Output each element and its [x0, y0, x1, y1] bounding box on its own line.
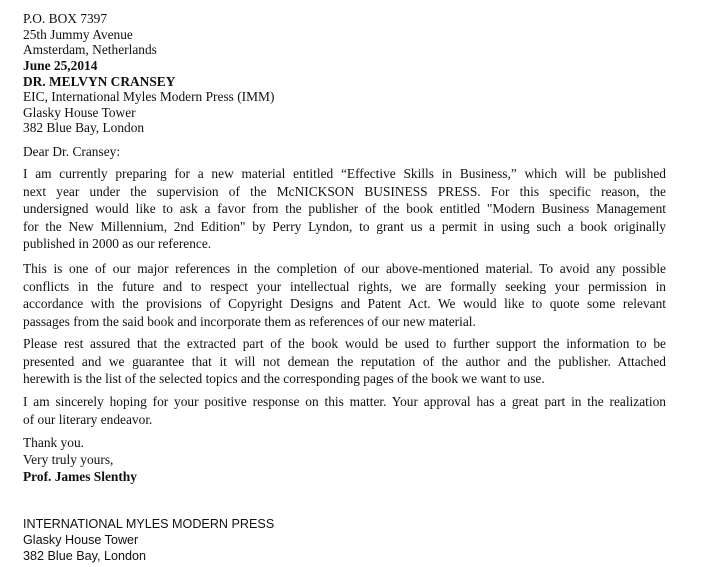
recipient-name: DR. MELVYN CRANSEY — [23, 74, 176, 89]
paragraph-line: I am sincerely hoping for your positive response on this matter. Your approval has a great part in the realization — [23, 394, 666, 409]
paragraph-line: I am currently preparing for a new material entitled “Effective Skills in Business,” which will be published — [23, 166, 666, 181]
body-paragraph-3 — [23, 336, 666, 389]
body-paragraph-2 — [23, 261, 666, 331]
paragraph-line: herewith is the list of the selected topics and the corresponding pages of the book we want to use. — [23, 371, 545, 386]
recipient-line: Glasky House Tower — [23, 105, 136, 120]
sender-address-line: 25th Jummy Avenue — [23, 27, 133, 42]
paragraph-line: Please rest assured that the extracted part of the book would be used to further support the information to be — [23, 336, 666, 351]
sender-address-line: P.O. BOX 7397 — [23, 11, 108, 26]
paragraph-line: undersigned would like to ask a favor from the publisher of the book entitled "Modern Business Management — [23, 201, 666, 216]
paragraph-line: passages from the said book and incorporate them as references of our new material. — [23, 313, 476, 329]
recipient-line: 382 Blue Bay, London — [23, 120, 145, 135]
closing-valediction: Very truly yours, — [23, 452, 114, 467]
body-paragraph-1 — [23, 166, 666, 254]
paragraph-line: presented and we guarantee that it will not demean the reputation of the author and the publisher. Attached — [23, 353, 666, 369]
paragraph-line: accordance with the provisions of Copyright Designs and Patent Act. We would like to quote some relevant — [23, 296, 666, 311]
closing-thanks: Thank you. — [23, 435, 84, 450]
footer-line: 382 Blue Bay, London — [23, 549, 147, 563]
paragraph-line: for the New Millennium, 2nd Edition" by Perry Lyndon, to grant us a permit in using such a book originally — [23, 218, 666, 234]
paragraph-line: published in 2000 as our reference. — [23, 236, 212, 251]
paragraph-line: conflicts in the future and to respect your intellectual rights, we are formally seeking your permission in — [23, 278, 666, 294]
recipient-line: EIC, International Myles Modern Press (IMM) — [23, 89, 275, 104]
body-paragraph-4 — [23, 394, 666, 429]
sender-address-line: Amsterdam, Netherlands — [23, 42, 157, 57]
signer-name: Prof. James Slenthy — [23, 469, 137, 484]
footer-line: Glasky House Tower — [23, 533, 139, 547]
salutation: Dear Dr. Cransey: — [23, 144, 121, 159]
paragraph-line: This is one of our major references in the completion of our above-mentioned material. To avoid any possible — [23, 261, 666, 276]
paragraph-line: of our literary endeavor. — [23, 411, 153, 427]
letter-date: June 25,2014 — [23, 58, 98, 73]
paragraph-line: next year under the supervision of the McNICKSON BUSINESS PRESS. For this specific reason, the — [23, 183, 666, 199]
footer-line: INTERNATIONAL MYLES MODERN PRESS — [23, 517, 275, 531]
